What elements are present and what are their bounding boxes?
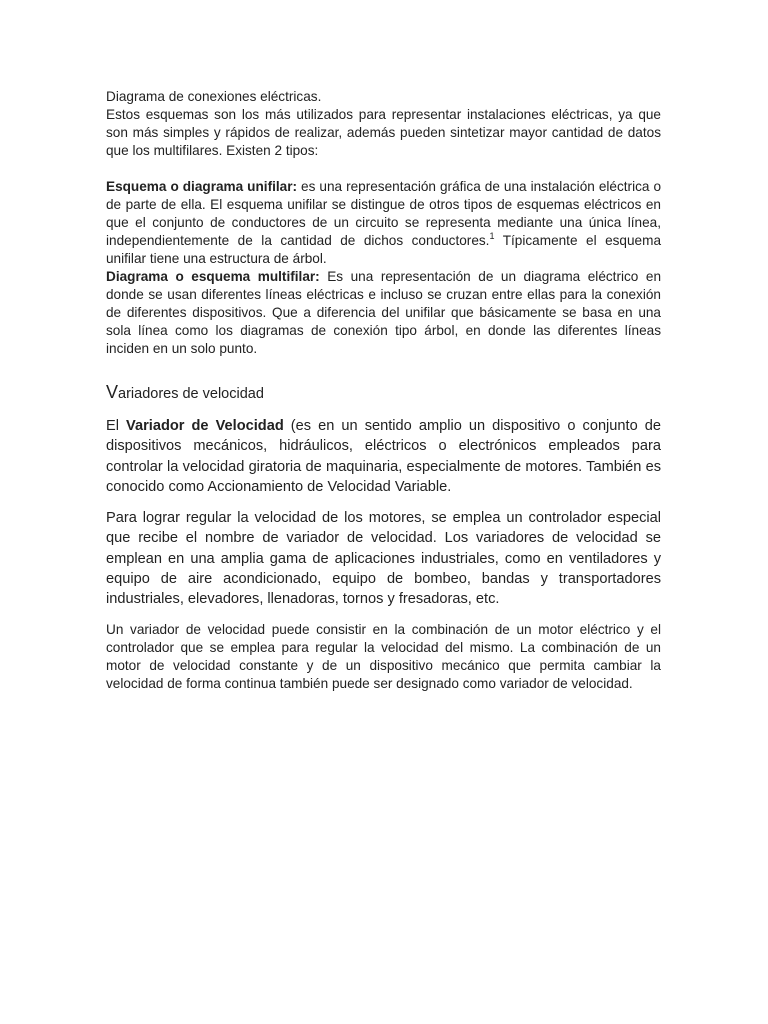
section-heading-rest: ariadores de velocidad [118,386,264,402]
unifilar-term: Esquema o diagrama unifilar: [106,179,298,194]
spacer [106,160,661,178]
variador-term: Variador de Velocidad [126,418,284,434]
intro-body: Estos esquemas son los más utilizados para representar instalaciones eléctricas, ya que son más simples y rápidos de realizar, además pueden sintetizar mayor cantidad de datos que los multifilares. Existen 2 tipos: [106,107,661,158]
variador-lead: El [106,418,127,434]
section-heading-initial: V [106,382,119,402]
regulation-paragraph: Para lograr regular la velocidad de los motores, se emplea un controlador especial que recibe el nombre de variador de velocidad. Los variadores de velocidad se emplean en una amplia gama de aplicaciones industriales, como en ventiladores y equipo de aire acondicionado, equipo de bombeo, bandas y transportadores industriales, elevadores, llenadoras, tornos y fresadoras, etc. [106,510,661,608]
variador-text: (es en un sentido amplio un dispositivo o conjunto de dispositivos mecánicos, hidráulicos, eléctricos o electrónicos empleados para controlar la velocidad giratoria de maquinaria, especialmente de motores. También es conocido como Accionamiento de Velocidad Variable. [106,418,661,495]
combination-paragraph: Un variador de velocidad puede consistir en la combinación de un motor eléctrico y el controlador que se emplea para regular la velocidad del mismo. La combinación de un motor de velocidad constante y de un dispositivo mecánico que permita cambiar la velocidad de forma continua también puede ser designado como variador de velocidad. [106,621,661,691]
multifilar-term: Diagrama o esquema multifilar: [106,269,320,284]
unifilar-text: es una representación gráfica de una instalación eléctrica o de parte de ella. El esquema unifilar se distingue de otros tipos de esquemas eléctricos en que el conjunto de conductores de un circuito se representa mediante una única línea, independientemente de la cantidad de dichos conductores. [106,179,662,248]
multifilar-text: Es una representación de un diagrama eléctrico en donde se usan diferentes líneas eléctricas e incluso se cruzan entre ellas para la conexión de diferentes dispositivos. Que a diferencia del unifilar que básicamente se basa en una sola línea como los diagramas de conexión tipo árbol, en donde las diferentes líneas inciden en un solo punto. [106,269,662,356]
intro-title: Diagrama de conexiones eléctricas. [106,89,322,104]
intro-section [106,88,661,160]
unifilar-paragraph [106,178,661,268]
multifilar-paragraph [106,268,661,358]
document-page [106,88,661,693]
section-heading [106,381,661,405]
unifilar-text-end: Típicamente el esquema unifilar tiene una estructura de árbol. [106,233,661,266]
footnote-ref[interactable]: 1 [489,231,495,241]
variador-paragraph [106,416,661,497]
